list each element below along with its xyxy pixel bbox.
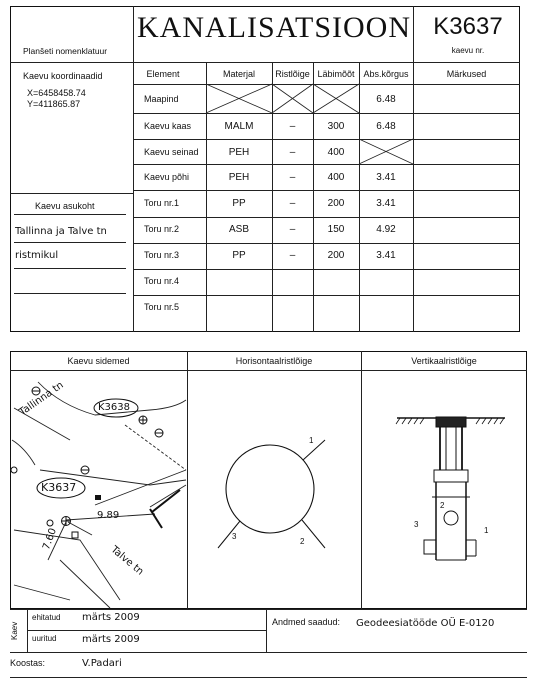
cell-material: PEH <box>228 172 250 183</box>
horizontal-title: Horisontaalristlõige <box>235 356 313 366</box>
cell-cross: – <box>289 224 296 235</box>
well-number-label: kaevu nr. <box>451 46 485 55</box>
header-notes: Märkused <box>446 69 487 79</box>
cell-element: Toru nr.5 <box>144 302 180 312</box>
cell-cross: – <box>289 250 296 261</box>
cell-diameter: 400 <box>327 172 345 183</box>
header-material: Materjal <box>222 69 255 79</box>
page-title: KANALISATSIOON <box>137 11 411 44</box>
compiled-value: V.Padari <box>82 658 122 669</box>
cell-material: PP <box>232 198 246 209</box>
built-value: märts 2009 <box>82 612 140 623</box>
pipe-label-3-vertical: 3 <box>414 520 419 529</box>
coords-label: Kaevu koordinaadid <box>23 71 103 81</box>
cell-height: 3.41 <box>376 250 396 261</box>
surveyed-label: uuritud <box>32 634 57 643</box>
cell-material: PEH <box>228 147 250 158</box>
cell-cross: – <box>289 121 296 132</box>
nomenclature-label: Planšeti nomenklatuur <box>23 46 108 56</box>
built-label: ehitatud <box>32 613 61 622</box>
cell-diameter: 150 <box>327 224 345 235</box>
cell-element: Kaevu põhi <box>144 172 190 182</box>
connections-title: Kaevu sidemed <box>67 356 130 366</box>
cell-cross: – <box>289 172 296 183</box>
cell-diameter: 200 <box>327 198 345 209</box>
cell-height: 6.48 <box>376 94 396 105</box>
cell-element: Kaevu kaas <box>144 121 192 131</box>
pipe-label-2-vertical: 2 <box>440 501 445 510</box>
cell-diameter: 300 <box>327 121 345 132</box>
footer-side-label: Kaev <box>10 621 19 640</box>
cell-height: 3.41 <box>376 172 396 183</box>
compiled-label: Koostas: <box>10 658 46 668</box>
surveyed-value: märts 2009 <box>82 634 140 645</box>
header-element: Element <box>146 69 180 79</box>
cell-element: Toru nr.1 <box>144 198 180 208</box>
distance-label-2: 7.60 <box>41 526 60 552</box>
pipe-label-3-horizontal: 3 <box>232 532 237 541</box>
pipe-label-1-vertical: 1 <box>484 526 489 535</box>
cell-height: 6.48 <box>376 121 396 132</box>
source-label: Andmed saadud: <box>272 617 341 627</box>
cell-element: Toru nr.2 <box>144 224 180 234</box>
distance-label-1: 9.89 <box>97 510 120 521</box>
header-height: Abs.kõrgus <box>363 69 409 79</box>
location-line1: Tallinna ja Talve tn <box>15 226 107 237</box>
street-tallinna-label: Tallinna tn <box>17 379 66 419</box>
cell-element: Toru nr.3 <box>144 250 180 260</box>
cell-material: MALM <box>224 121 254 132</box>
well-id: K3637 <box>433 13 503 40</box>
cell-element: Kaevu seinad <box>144 147 199 157</box>
pipe-label-2-horizontal: 2 <box>300 537 305 546</box>
header-cross: Ristlõige <box>275 69 310 79</box>
coord-x: X=6458458.74 <box>27 88 86 98</box>
location-label: Kaevu asukoht <box>35 201 95 211</box>
source-value: Geodeesiatööde OÜ E-0120 <box>356 618 495 629</box>
cell-cross: – <box>289 147 296 158</box>
coord-y: Y=411865.87 <box>27 99 81 109</box>
cell-material: ASB <box>228 224 249 235</box>
vertical-title: Vertikaalristlõige <box>411 356 477 366</box>
cell-element: Toru nr.4 <box>144 276 180 286</box>
cell-height: 4.92 <box>376 224 396 235</box>
cell-height: 3.41 <box>376 198 396 209</box>
neighbor-map-label: K3638 <box>98 402 131 413</box>
cell-element: Maapind <box>144 94 179 104</box>
street-talve-label: Talve tn <box>108 544 146 578</box>
header-diameter: Läbimõõt <box>317 69 355 79</box>
location-line2: ristmikul <box>15 250 59 261</box>
cell-material: PP <box>232 250 246 261</box>
cell-diameter: 200 <box>327 250 345 261</box>
cell-diameter: 400 <box>327 147 345 158</box>
pipe-label-1-horizontal: 1 <box>309 436 314 445</box>
cell-cross: – <box>289 198 296 209</box>
well-map-label: K3637 <box>41 481 77 494</box>
